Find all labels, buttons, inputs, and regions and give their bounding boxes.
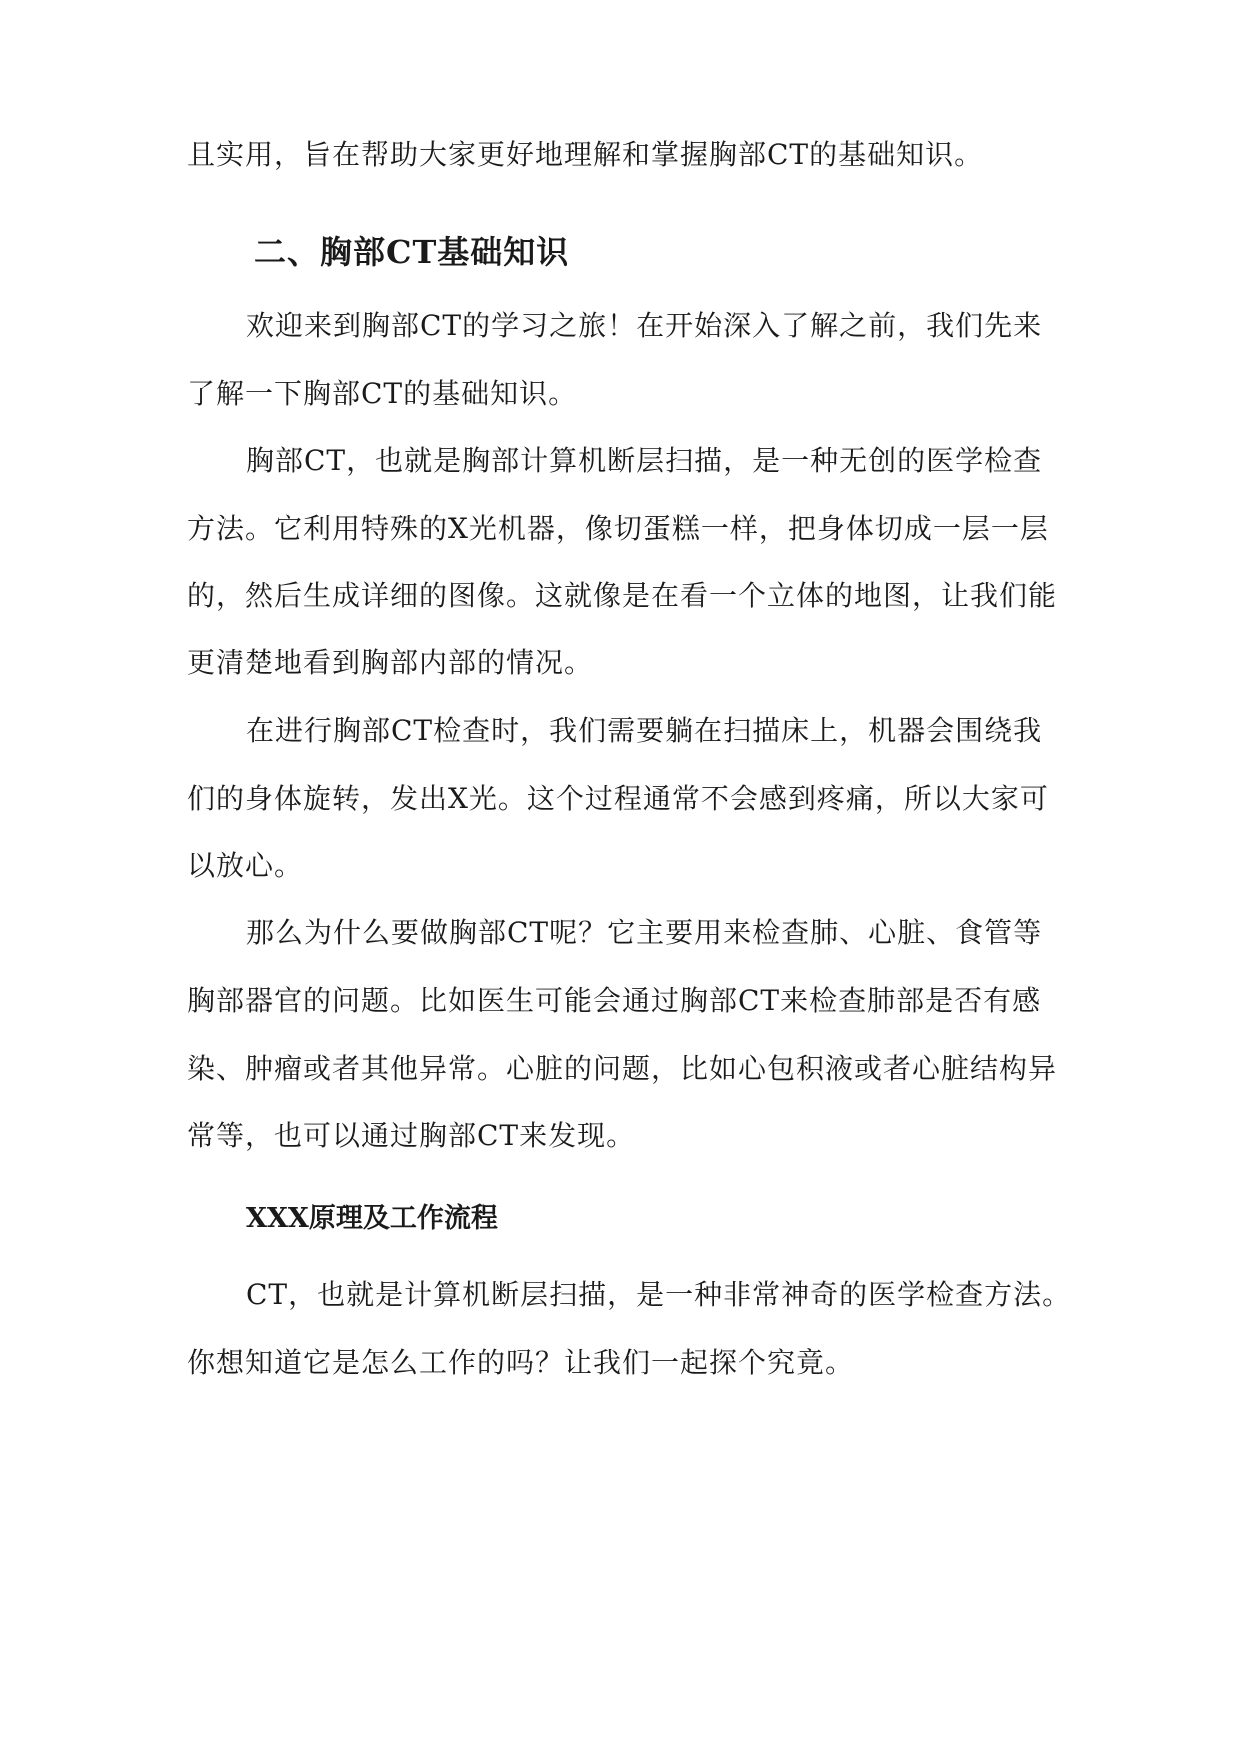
paragraph-line: 染、肿瘤或者其他异常。心脏的问题，比如心包积液或者心脏结构异	[187, 1052, 1058, 1085]
paragraph-line: 那么为什么要做胸部CT呢？它主要用来检查肺、心脏、食管等	[246, 916, 1043, 949]
paragraph-line: 胸部器官的问题。比如医生可能会通过胸部CT来检查肺部是否有感	[187, 984, 1042, 1017]
section-heading-chest-ct-basics: 二、胸部CT基础知识	[254, 233, 570, 271]
paragraph-line: 在进行胸部CT检查时，我们需要躺在扫描床上，机器会围绕我	[246, 714, 1043, 747]
intro-paragraph-tail: 且实用，旨在帮助大家更好地理解和掌握胸部CT的基础知识。	[187, 138, 984, 171]
paragraph-line: 以放心。	[187, 849, 304, 882]
paragraph-line: 们的身体旋转，发出X光。这个过程通常不会感到疼痛，所以大家可	[187, 782, 1049, 815]
paragraph-line: 胸部CT，也就是胸部计算机断层扫描，是一种无创的医学检查	[246, 444, 1043, 477]
paragraph-line: 了解一下胸部CT的基础知识。	[187, 377, 578, 410]
paragraph-line: 欢迎来到胸部CT的学习之旅！在开始深入了解之前，我们先来	[246, 309, 1043, 342]
subsection-heading-principles: XXX原理及工作流程	[246, 1203, 498, 1234]
paragraph-line: 常等，也可以通过胸部CT来发现。	[187, 1119, 636, 1152]
paragraph-line: CT，也就是计算机断层扫描，是一种非常神奇的医学检查方法。	[246, 1278, 1072, 1311]
paragraph-line: 你想知道它是怎么工作的吗？让我们一起探个究竟。	[187, 1346, 855, 1379]
paragraph-line: 的，然后生成详细的图像。这就像是在看一个立体的地图，让我们能	[187, 579, 1058, 612]
paragraph-line: 方法。它利用特殊的X光机器，像切蛋糕一样，把身体切成一层一层	[187, 512, 1049, 545]
paragraph-line: 更清楚地看到胸部内部的情况。	[187, 646, 594, 679]
